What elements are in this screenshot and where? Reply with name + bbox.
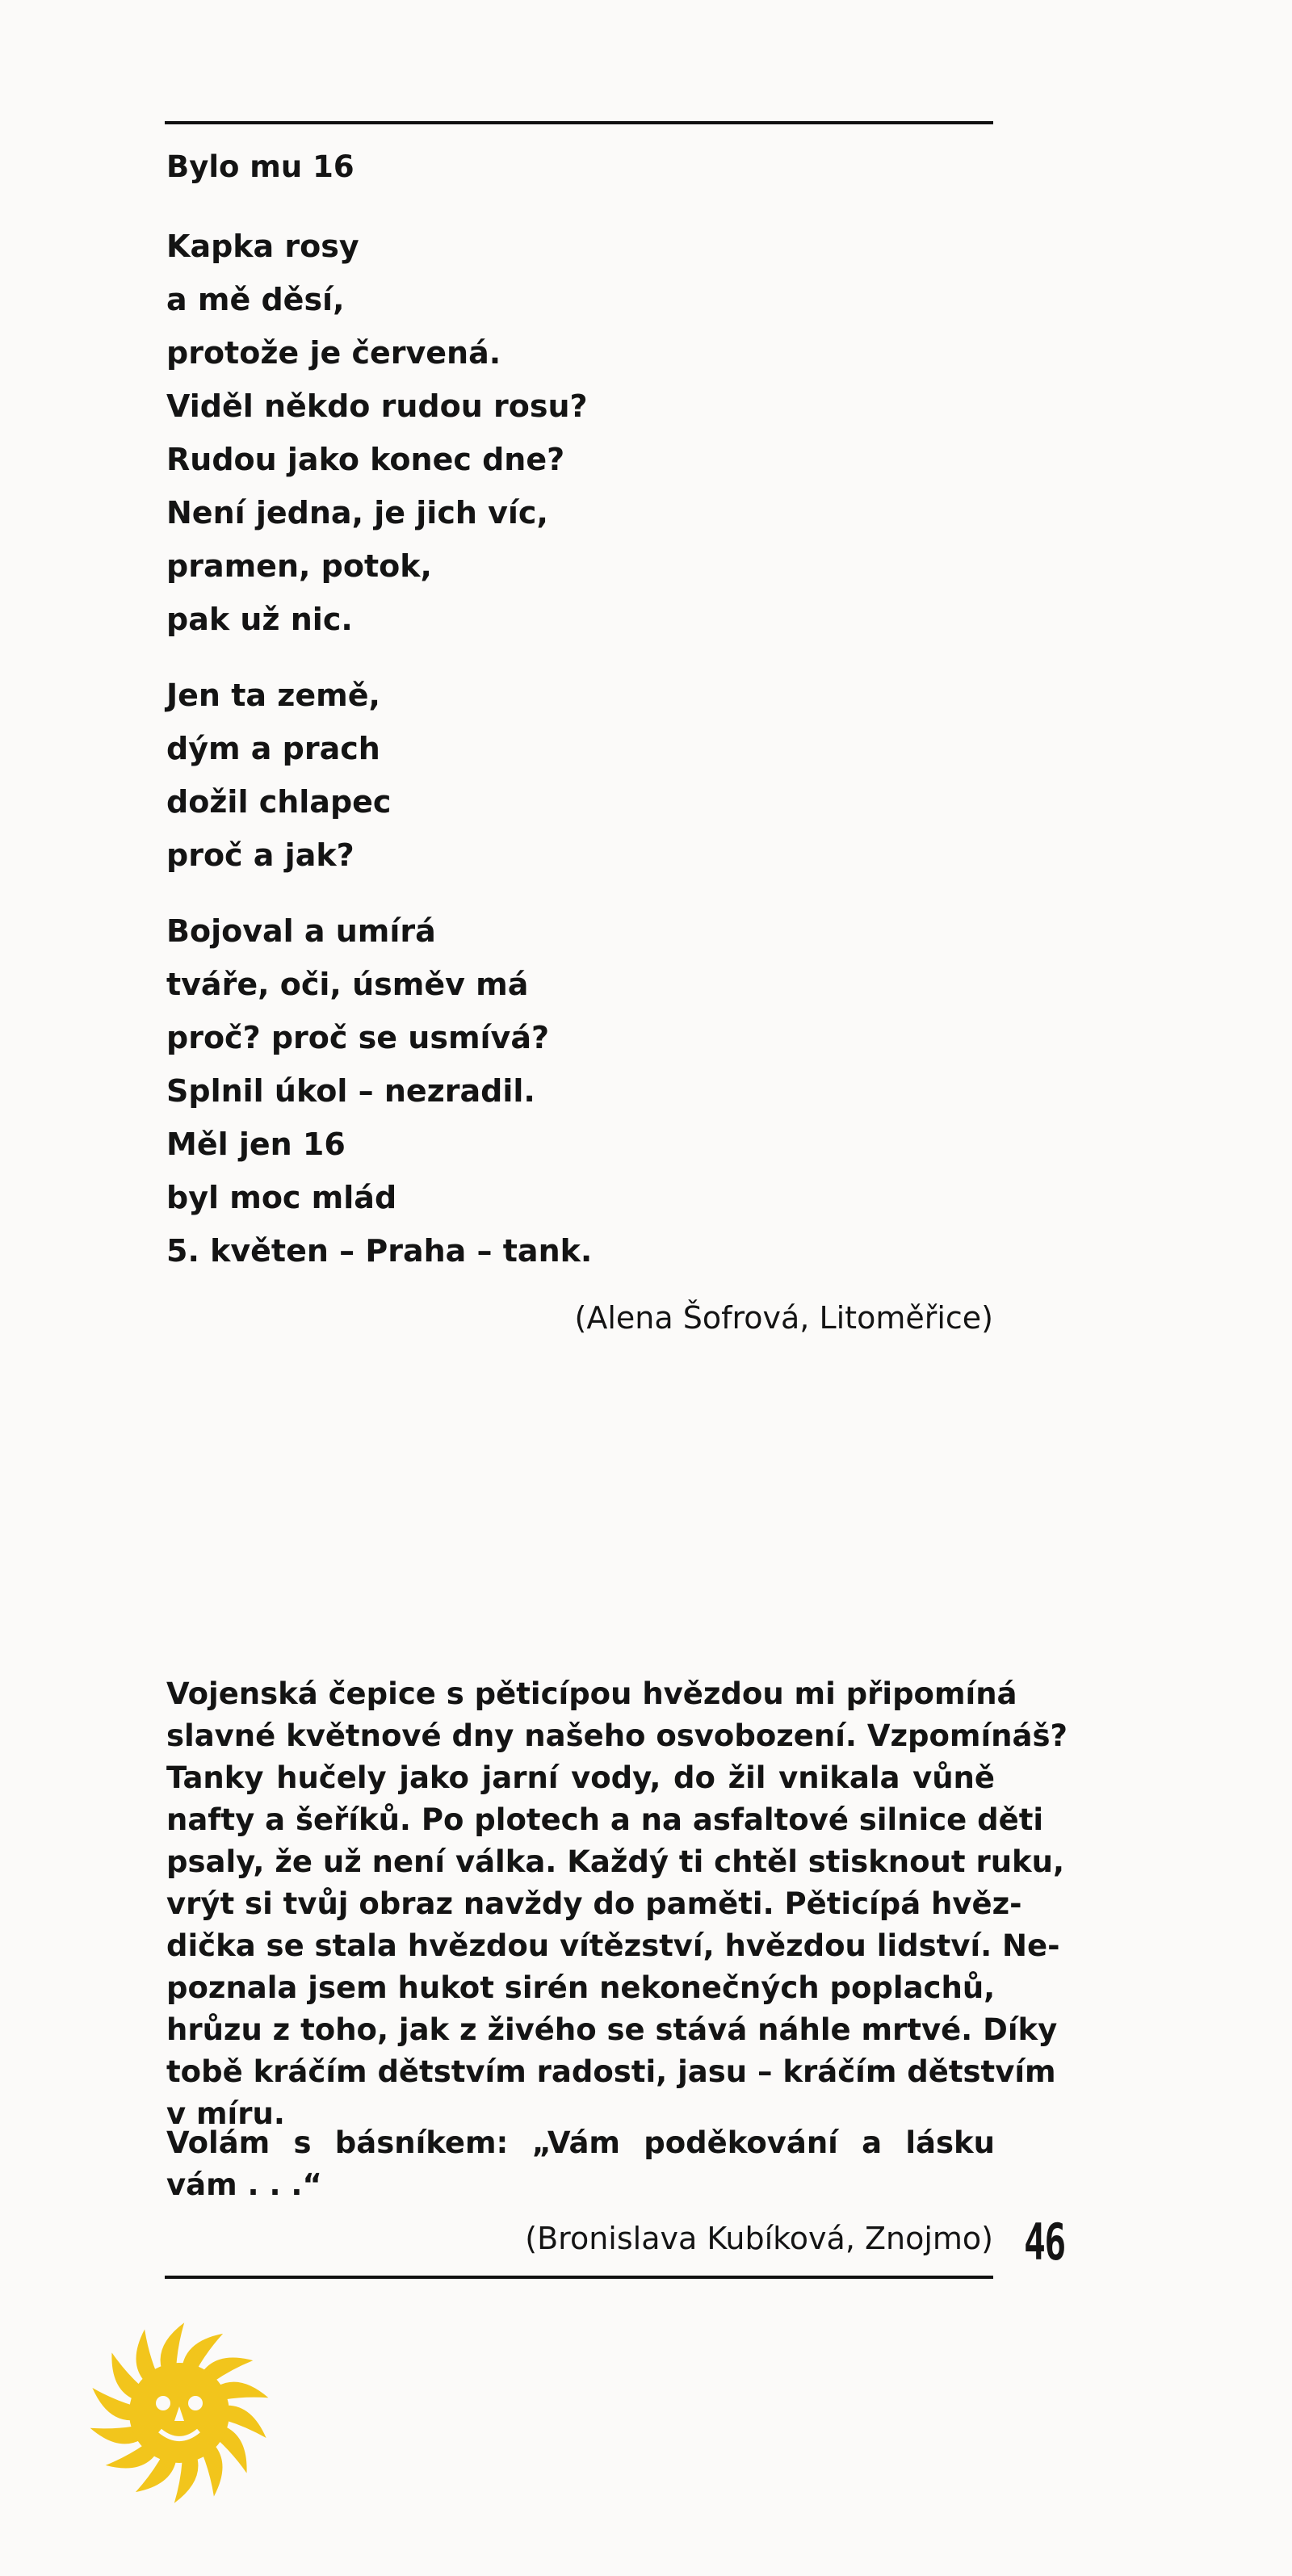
- prose-paragraph-1: [166, 1673, 1068, 2135]
- stanza-3: [166, 904, 592, 1278]
- poem-line: pak už nic.: [166, 602, 353, 637]
- poem-line: dým a prach: [166, 731, 380, 766]
- poem-line: protože je červená.: [166, 335, 501, 371]
- stanza-1: [166, 220, 588, 646]
- bottom-rule: [165, 2276, 993, 2279]
- page-number: 46: [1024, 2213, 1065, 2272]
- sun-ray: [174, 2456, 199, 2503]
- prose-line: vrýt si tvůj obraz navždy do paměti. Pěticípá hvěz-: [166, 1886, 1022, 1921]
- prose-line: vám . . .“: [166, 2167, 322, 2202]
- prose-line: dička se stala hvězdou vítězství, hvězdou lidství. Ne-: [166, 1928, 1060, 1963]
- poem-line: proč a jak?: [166, 837, 354, 873]
- poem-line: tváře, oči, úsměv má: [166, 967, 529, 1002]
- sun-eye-right: [188, 2396, 203, 2410]
- poem-line: a mě děsí,: [166, 282, 345, 317]
- prose-line: slavné květnové dny našeho osvobození. Vzpomínáš?: [166, 1718, 1068, 1753]
- prose-line: tobě kráčím dětstvím radosti, jasu – kráčím dětstvím: [166, 2054, 1056, 2089]
- poem-line: pramen, potok,: [166, 548, 432, 584]
- poem-line: Není jedna, je jich víc,: [166, 495, 548, 531]
- poem-line: Kapka rosy: [166, 229, 359, 264]
- poem-line: Splnil úkol – nezradil.: [166, 1073, 535, 1109]
- prose-line: Tanky hučely jako jarní vody, do žil vnikala vůně: [166, 1760, 995, 1795]
- poem-line: Viděl někdo rudou rosu?: [166, 388, 588, 424]
- prose-line: Vojenská čepice s pěticípou hvězdou mi připomíná: [166, 1676, 1017, 1711]
- poem-line: dožil chlapec: [166, 784, 392, 820]
- prose-line: poznala jsem hukot sirén nekonečných poplachů,: [166, 1970, 996, 2005]
- top-rule: [165, 121, 993, 124]
- prose-line: Volám s básníkem: „Vám poděkování a lásku: [166, 2125, 995, 2160]
- poem-line: byl moc mlád: [166, 1180, 397, 1215]
- prose-line: hrůzu z toho, jak z živého se stává náhle mrtvé. Díky: [166, 2012, 1058, 2047]
- sun-ray: [161, 2322, 185, 2369]
- prose-line: psaly, že už není válka. Každý ti chtěl stisknout ruku,: [166, 1844, 1065, 1879]
- prose-signature: (Bronislava Kubíková, Znojmo): [525, 2221, 993, 2256]
- poem-signature: (Alena Šofrová, Litoměřice): [574, 1300, 993, 1336]
- sun-icon: [82, 2316, 276, 2510]
- prose-paragraph-2: [166, 2122, 995, 2206]
- poem-line: Jen ta země,: [166, 678, 380, 713]
- stanza-2: [166, 669, 391, 882]
- poem-line: 5. květen – Praha – tank.: [166, 1233, 593, 1269]
- prose-line: v míru.: [166, 2096, 285, 2131]
- poem-line: proč? proč se usmívá?: [166, 1020, 550, 1055]
- poem-line: Rudou jako konec dne?: [166, 442, 565, 477]
- sun-eye-left: [156, 2396, 170, 2410]
- prose-line: nafty a šeříků. Po plotech a na asfaltové silnice děti: [166, 1802, 1044, 1837]
- poem-line: Bojoval a umírá: [166, 913, 436, 949]
- poem-title: Bylo mu 16: [166, 149, 354, 184]
- poem-line: Měl jen 16: [166, 1126, 346, 1162]
